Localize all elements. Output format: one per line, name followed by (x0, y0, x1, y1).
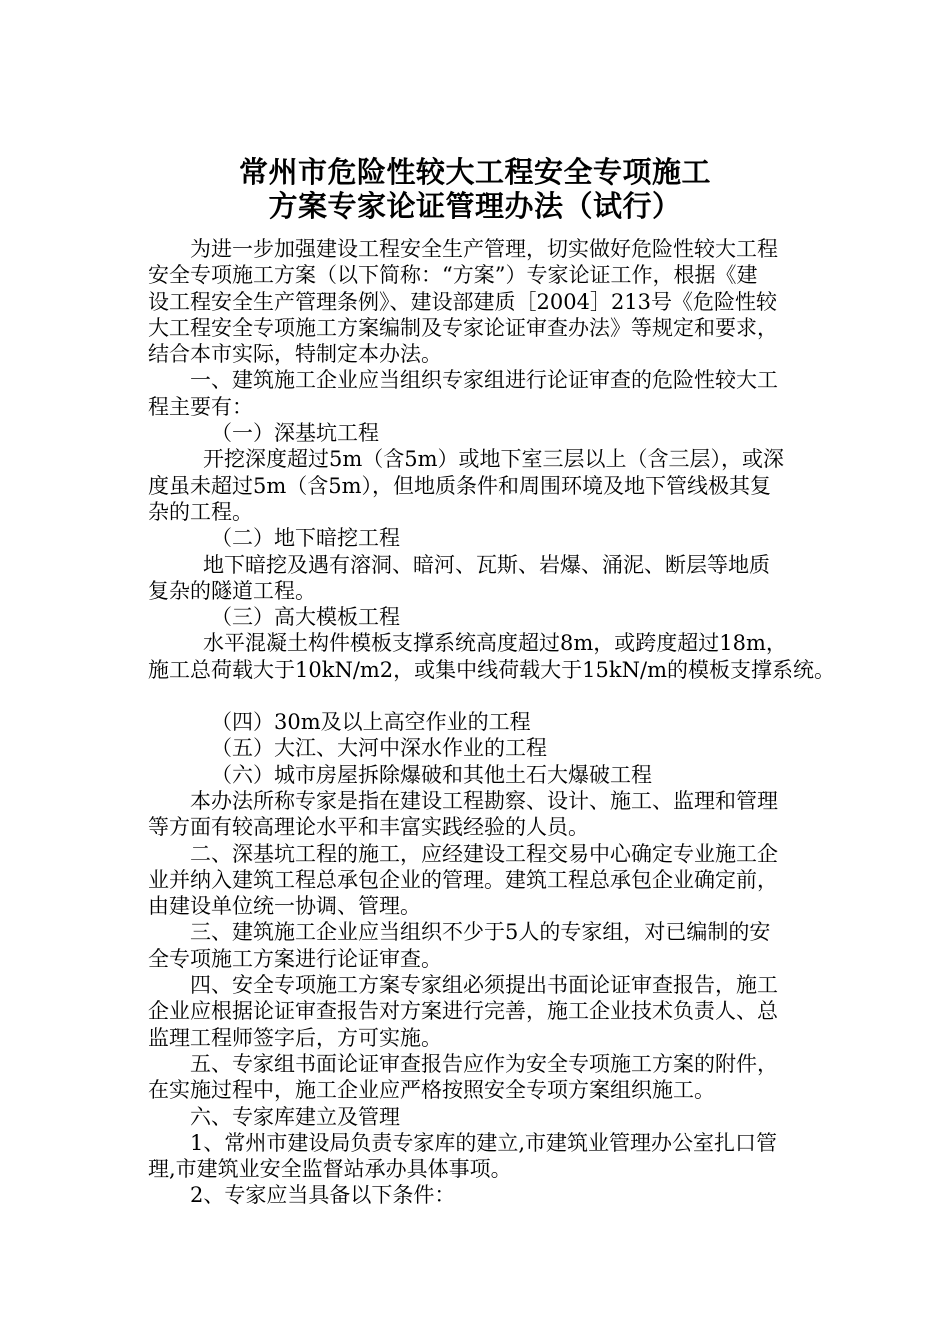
paragraph-line: 三、建筑施工企业应当组织不少于5人的专家组，对已编制的安 (190, 920, 771, 945)
section-heading: （六）城市房屋拆除爆破和其他土石大爆破工程 (211, 762, 652, 787)
paragraph-line: 开挖深度超过5m（含5m）或地下室三层以上（含三层），或深 (203, 447, 785, 472)
paragraph-line: 水平混凝土构件模板支撑系统高度超过8m，或跨度超过18m， (203, 631, 787, 656)
section-heading: 六、专家库建立及管理 (190, 1104, 400, 1129)
section-heading: （一）深基坑工程 (211, 421, 379, 446)
section-heading: （四）30m及以上高空作业的工程 (211, 710, 531, 735)
paragraph-line: 为进一步加强建设工程安全生产管理，切实做好危险性较大工程 (190, 237, 778, 261)
section-heading: （三）高大模板工程 (211, 605, 400, 630)
paragraph-line: 本办法所称专家是指在建设工程勘察、设计、施工、监理和管理 (190, 788, 778, 813)
paragraph-line: 1、常州市建设局负责专家库的建立,市建筑业管理办公室扎口管 (190, 1130, 778, 1155)
paragraph-line: 程主要有： (148, 394, 253, 419)
paragraph-line: 五、专家组书面论证审查报告应作为安全专项施工方案的附件， (190, 1051, 778, 1076)
paragraph-line: 二、深基坑工程的施工，应经建设工程交易中心确定专业施工企 (190, 841, 778, 866)
blank-line (148, 683, 838, 709)
paragraph-line: 地下暗挖及遇有溶洞、暗河、瓦斯、岩爆、涌泥、断层等地质 (203, 552, 770, 577)
paragraph-line: 在实施过程中，施工企业应严格按照安全专项方案组织施工。 (148, 1078, 715, 1103)
document-body (148, 236, 838, 1209)
section-heading: （二）地下暗挖工程 (211, 526, 400, 551)
paragraph-line: 复杂的隧道工程。 (148, 578, 316, 603)
paragraph-line: 一、建筑施工企业应当组织专家组进行论证审查的危险性较大工 (190, 368, 778, 393)
document-title-line-1: 常州市危险性较大工程安全专项施工 (238, 155, 711, 189)
section-heading: （五）大江、大河中深水作业的工程 (211, 736, 547, 761)
paragraph-line: 监理工程师签字后，方可实施。 (148, 1025, 442, 1050)
paragraph-line: 结合本市实际，特制定本办法。 (148, 342, 442, 367)
paragraph-line: 由建设单位统一协调、管理。 (148, 894, 421, 919)
paragraph-line: 企业应根据论证审查报告对方案进行完善，施工企业技术负责人、总 (148, 999, 778, 1024)
paragraph-line: 四、安全专项施工方案专家组必须提出书面论证审查报告，施工 (190, 973, 778, 998)
document-title-line-2: 方案专家论证管理办法（试行） (268, 189, 682, 223)
paragraph-line: 度虽未超过5m（含5m），但地质条件和周围环境及地下管线极其复 (148, 473, 772, 498)
paragraph-line: 施工总荷载大于10kN/m2，或集中线荷载大于15kN/m的模板支撑系统。 (148, 657, 835, 682)
paragraph-line: 安全专项施工方案（以下简称：“方案”）专家论证工作，根据《建 (148, 263, 758, 288)
paragraph-line: 业并纳入建筑工程总承包企业的管理。建筑工程总承包企业确定前， (148, 867, 778, 892)
paragraph-line: 2、专家应当具备以下条件： (190, 1183, 456, 1208)
paragraph-line: 杂的工程。 (148, 499, 253, 524)
paragraph-line: 全专项施工方案进行论证审查。 (148, 946, 442, 971)
paragraph-line: 等方面有较高理论水平和丰富实践经验的人员。 (148, 815, 589, 840)
paragraph-line: 理,市建筑业安全监督站承办具体事项。 (148, 1157, 512, 1182)
paragraph-line: 设工程安全生产管理条例》、建设部建质［2004］213号《危险性较 (148, 289, 778, 314)
paragraph-line: 大工程安全专项施工方案编制及专家论证审查办法》等规定和要求， (148, 315, 778, 340)
